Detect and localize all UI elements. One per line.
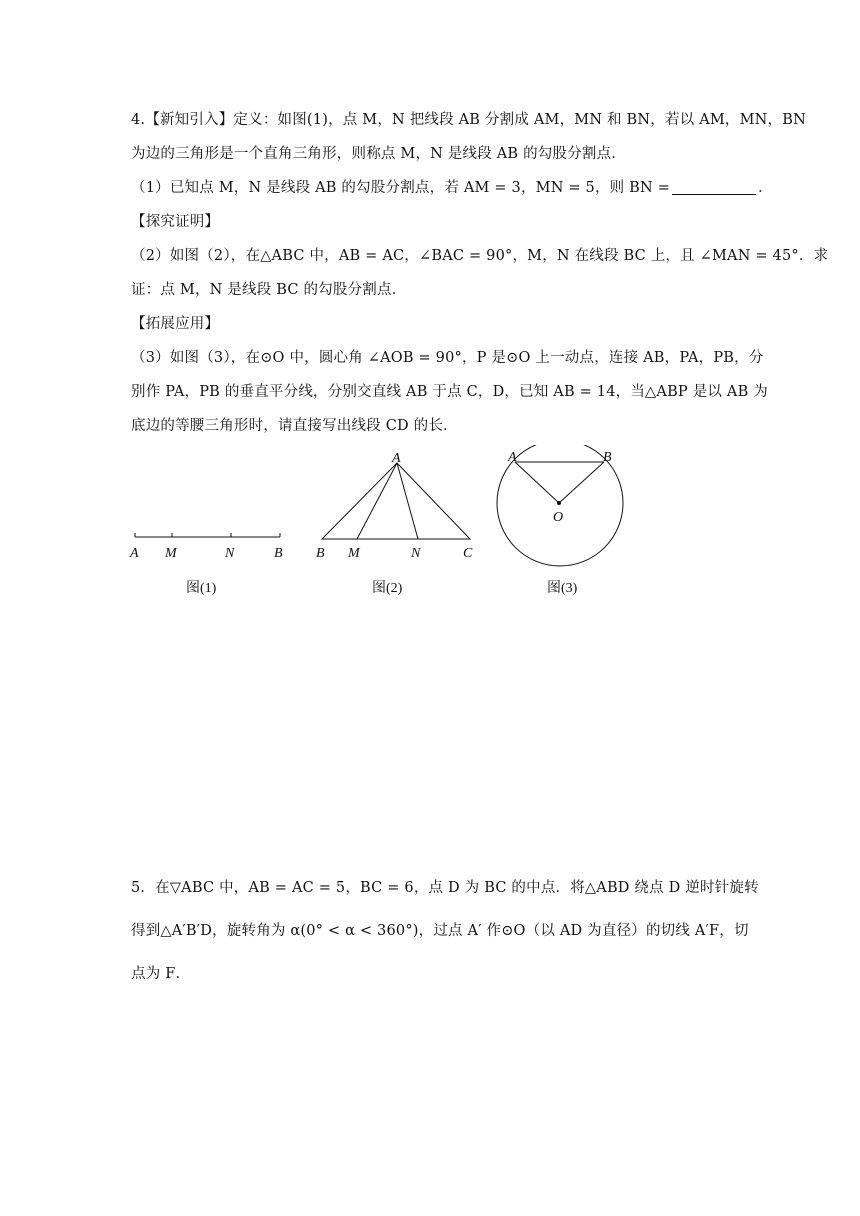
fig2-point-C: C xyxy=(463,546,473,561)
fig2-point-N: N xyxy=(411,546,421,561)
p4-part1 xyxy=(131,178,773,198)
fig3-point-O: O xyxy=(553,510,564,525)
p5-line1: 5．在▽ABC 中，AB = AC = 5，BC = 6，点 D 为 BC 的中点．将△ABD 绕点 D 逆时针旋转 xyxy=(131,880,759,896)
figure-1-segment xyxy=(125,525,295,565)
p5-line3: 点为 F． xyxy=(131,966,191,982)
fig1-point-B: B xyxy=(274,546,283,561)
fig2-point-M: M xyxy=(348,546,360,561)
p4-part2-line1: （2）如图（2），在△ABC 中，AB = AC，∠BAC = 90°，M，N 在线段 BC 上，且 ∠MAN = 45°．求 xyxy=(131,248,829,264)
fig2-point-B: B xyxy=(316,546,325,561)
fig1-point-N: N xyxy=(225,546,235,561)
fig1-point-A: A xyxy=(130,546,139,561)
p4-part3-line3: 底边的等腰三角形时，请直接写出线段 CD 的长． xyxy=(131,418,458,434)
p4-part2-line2: 证：点 M，N 是线段 BC 的勾股分割点． xyxy=(131,282,407,298)
figure-3-circle xyxy=(495,445,635,570)
p4-part3-line1: （3）如图（3），在⊙O 中，圆心角 ∠AOB = 90°，P 是⊙O 上一动点，连接 AB，PA，PB，分 xyxy=(131,350,764,366)
heading-extension: 【拓展应用】 xyxy=(131,316,220,332)
p4-line1: 4.【新知引入】定义：如图(1)，点 M，N 把线段 AB 分割成 AM，MN 和 BN，若以 AM，MN，BN xyxy=(131,112,806,128)
fig3-point-A: A xyxy=(508,450,517,465)
fig1-point-M: M xyxy=(165,546,177,561)
figure-2-triangle xyxy=(310,448,485,563)
p4-part1-end: ． xyxy=(758,180,773,196)
p5-line2: 得到△A′B′D，旋转角为 α(0° < α < 360°)，过点 A′ 作⊙O（以 AD 为直径）的切线 A′F，切 xyxy=(131,923,749,939)
fig2-caption: 图(2) xyxy=(372,581,403,596)
fig3-point-B: B xyxy=(603,450,612,465)
p4-line2: 为边的三角形是一个直角三角形，则称点 M，N 是线段 AB 的勾股分割点． xyxy=(131,146,626,162)
p4-part1-text: （1）已知点 M，N 是线段 AB 的勾股分割点，若 AM = 3，MN = 5，则 BN = xyxy=(131,180,671,196)
p4-part3-line2: 别作 PA，PB 的垂直平分线，分别交直线 AB 于点 C，D，已知 AB = 14，当△ABP 是以 AB 为 xyxy=(131,384,768,400)
heading-explore-proof: 【探究证明】 xyxy=(131,214,220,230)
fig1-caption: 图(1) xyxy=(186,581,217,596)
answer-blank xyxy=(672,180,756,195)
fig3-caption: 图(3) xyxy=(547,581,578,596)
fig2-point-A: A xyxy=(392,451,401,466)
